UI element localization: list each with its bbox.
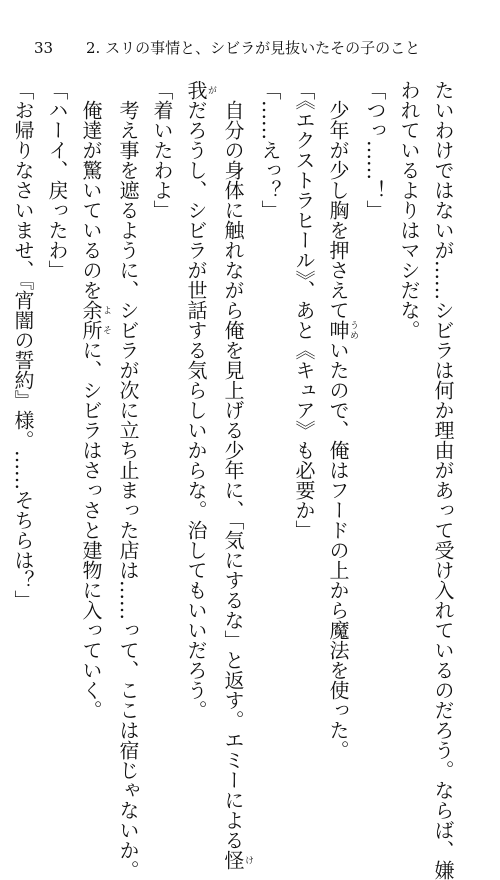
ruby-annotation bbox=[221, 850, 253, 870]
text-line bbox=[111, 80, 145, 880]
ruby-annotation bbox=[184, 80, 216, 100]
chapter-title: 2. スリの事情と、シビラが見抜いたその子のこと bbox=[86, 39, 421, 57]
text-segment: 「着いたわよ」 bbox=[150, 80, 174, 220]
text-segment: 考え事を遮るように、シビラが次に立ち止まった店は……って、ここは宿じゃないか。 bbox=[116, 80, 140, 880]
text-segment: 「ハーイ、戻ったわ」 bbox=[45, 80, 69, 280]
text-segment: 「つっ……！」 bbox=[363, 80, 387, 220]
ruby-annotation bbox=[79, 300, 111, 340]
ruby-reading: うめ bbox=[348, 320, 358, 340]
text-segment: 「お帰りなさいませ、『宵闇の誓約』様。……そちらは？」 bbox=[11, 80, 35, 610]
text-segment: 自分の身体に触れながら俺を見上げる少年に、「気にするな」と返す。エミーによる bbox=[221, 80, 245, 850]
ruby-reading: よそ bbox=[101, 300, 111, 340]
text-line bbox=[179, 80, 216, 720]
text-segment: 俺達が驚いているのを bbox=[79, 80, 103, 300]
novel-body-text bbox=[11, 80, 460, 880]
ruby-base: 怪 bbox=[221, 850, 245, 870]
text-line bbox=[0, 80, 6, 665]
text-line bbox=[253, 80, 287, 665]
text-segment: いたので、俺はフードの上から魔法を使った。 bbox=[326, 340, 350, 760]
text-line bbox=[392, 80, 426, 665]
text-segment: だろうし、シビラが世話する気らしいからな。治してもいいだろう。 bbox=[184, 100, 208, 720]
ruby-base: 呻 bbox=[326, 320, 350, 340]
page-number: 33 bbox=[34, 39, 54, 57]
text-line bbox=[216, 80, 253, 870]
ruby-base: 余所 bbox=[79, 300, 103, 340]
text-line bbox=[287, 80, 321, 665]
text-line bbox=[6, 80, 40, 665]
text-segment: 少年が少し胸を押さえて bbox=[326, 80, 350, 320]
text-segment: に、シビラはさっさと建物に入っていく。 bbox=[79, 340, 103, 720]
ruby-annotation bbox=[326, 320, 358, 340]
ruby-reading: が bbox=[206, 80, 216, 100]
text-segment: たいわけではないが……シビラは何か理由があって受け入れているのだろう。ならば、嫌 bbox=[431, 80, 455, 880]
ruby-reading: け bbox=[243, 850, 253, 870]
text-segment: 「……えっ？」 bbox=[258, 80, 282, 220]
text-line bbox=[74, 80, 111, 720]
text-segment: われているよりはマシだな。 bbox=[397, 80, 421, 340]
text-line bbox=[358, 80, 392, 665]
text-line bbox=[40, 80, 74, 665]
text-line bbox=[145, 80, 179, 665]
text-line bbox=[426, 80, 460, 880]
ruby-base: 我 bbox=[184, 80, 208, 100]
text-line bbox=[321, 80, 358, 760]
text-segment bbox=[0, 80, 1, 880]
text-segment: 「《エクストラヒール》、あと《キュア》も必要か」 bbox=[292, 80, 316, 540]
running-header bbox=[34, 36, 474, 60]
